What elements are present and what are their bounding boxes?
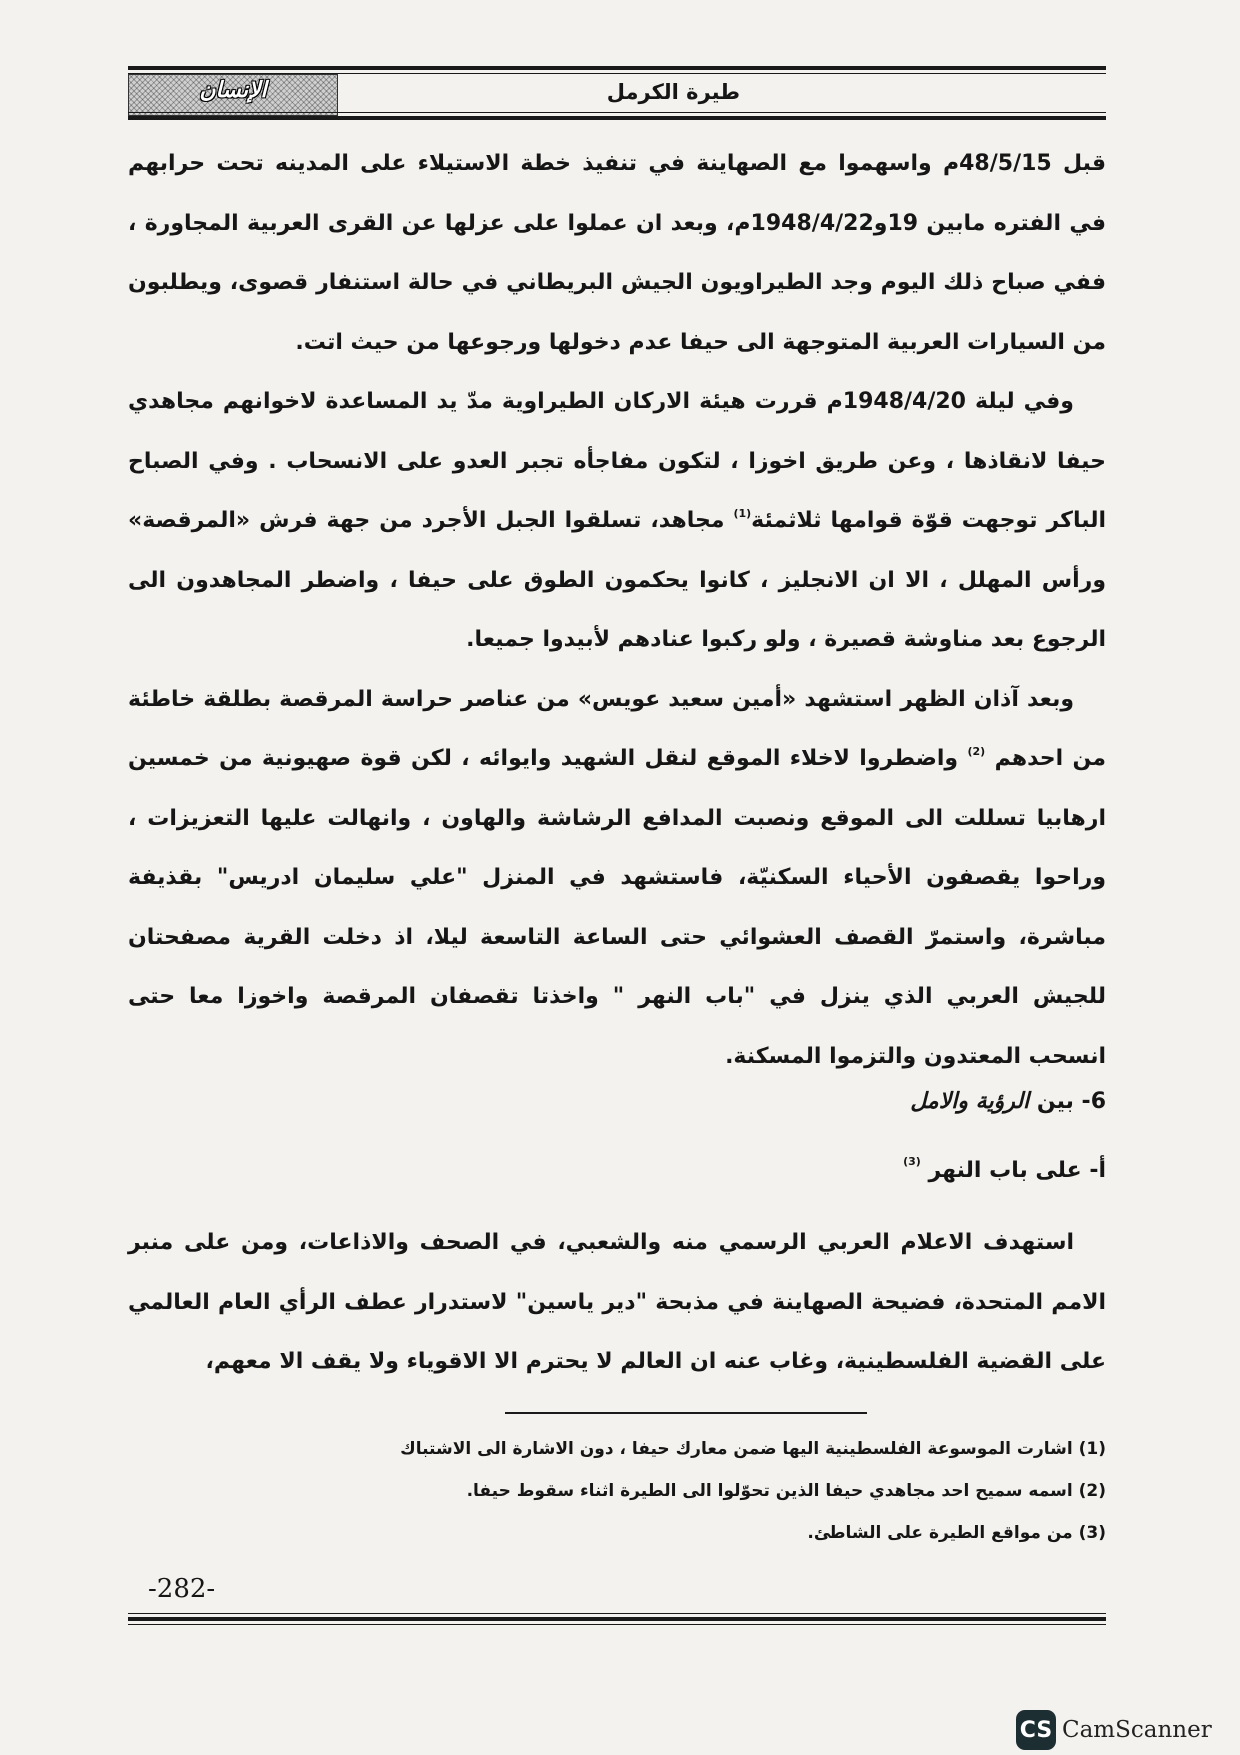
page-number: -282-: [148, 1574, 216, 1604]
section-heading-plain: بين: [1036, 1089, 1074, 1114]
footnote-1: (1) اشارت الموسوعة الفلسطينية اليها ضمن معارك حيفا ، دون الاشارة الى الاشتباك: [400, 1439, 1106, 1459]
footnote-marker-3[interactable]: (3): [903, 1155, 921, 1168]
paragraph-1: قبل 48/5/15م واسهموا مع الصهاينة في تنفيذ خطة الاستيلاء على المدينه تحت حرابهم في الفتره مابين 19و1948/4/22م، وبعد ان عملوا على عزلها عن القرى العربية المجاورة ، ففي صباح ذلك اليوم وجد الطيراويون الجيش البريطاني في حالة استنفار قصوى، ويطلبون من السيارات العربية المتوجهة الى حيفا عدم دخولها ورجوعها من حيث اتت.: [128, 151, 1107, 355]
section-label-box: [128, 74, 338, 116]
camscanner-logo-icon: CS: [1016, 1710, 1056, 1750]
subsection-heading-text: أ- على باب النهر: [928, 1158, 1106, 1183]
section-heading-number: 6-: [1081, 1089, 1106, 1114]
body-text: [128, 134, 1106, 1086]
camscanner-watermark: [1016, 1710, 1212, 1750]
subsection-heading: [903, 1155, 1106, 1183]
section-heading: [910, 1088, 1106, 1114]
footnote-3: (3) من مواقع الطيرة على الشاطئ.: [807, 1523, 1106, 1543]
footnote-marker-1[interactable]: (1): [733, 507, 752, 520]
running-title: طيرة الكرمل: [606, 80, 740, 104]
paragraph-2-part-1: وفي ليلة 1948/4/20م قررت هيئة الاركان الطيراوية مدّ يد المساعدة لاخوانهم مجاهدي حيفا لانقاذها ، وعن طريق اخوزا ، لتكون مفاجأه تجبر العدو على الانسحاب . وفي الصباح الباكر توجهت قوّة قوامها ثلاثمئة: [128, 389, 1106, 533]
footnote-2: (2) اسمه سميح احد مجاهدي حيفا الذين تحوّلوا الى الطيرة اثناء سقوط حيفا.: [466, 1481, 1106, 1501]
paragraph-3-part-1: وبعد آذان الظهر استشهد «أمين سعيد عويس» من عناصر حراسة المرقصة بطلقة خاطئة من احدهم: [128, 686, 1106, 771]
footnotes: [246, 1428, 1106, 1554]
paragraph-2-part-2: مجاهد، تسلقوا الجبل الأجرد من جهة فرش «المرقصة» ورأس المهلل ، الا ان الانجليز ، كانوا يحكمون الطوق على حيفا ، واضطر المجاهدون الى الرجوع بعد مناوشة قصيرة ، ولو ركبوا عنادهم لأبيدوا جميعا.: [128, 508, 1106, 652]
body-text-continued: [128, 1213, 1106, 1392]
section-label: الإنسان: [199, 77, 267, 103]
header-rule-bottom: [128, 112, 1106, 120]
footnote-separator: [505, 1412, 867, 1414]
footnote-marker-2[interactable]: (2): [967, 745, 986, 758]
paragraph-3: [128, 670, 1106, 1087]
paragraph-4: استهدف الاعلام العربي الرسمي منه والشعبي، في الصحف والاذاعات، ومن على منبر الامم المتحدة، فضيحة الصهاينة في مذبحة "دير ياسين" لاستدرار عطف الرأي العام العالمي على القضية الفلسطينية، وغاب عنه ان العالم لا يحترم الا الاقوياء ولا يقف الا معهم،: [128, 1230, 1106, 1374]
paragraph-3-part-2: واضطروا لاخلاء الموقع لنقل الشهيد وايوائه ، لكن قوة صهيونية من خمسين ارهابيا تسللت الى الموقع ونصبت المدافع الرشاشة والهاون ، وانهالت عليها التعزيزات ، وراحوا يقصفون الأحياء السكنيّة، فاستشهد في المنزل "علي سليمان ادريس" بقذيفة مباشرة، واستمرّ القصف العشوائي حتى الساعة التاسعة ليلا، اذ دخلت القرية مصفحتان للجيش العربي الذي ينزل في "باب النهر " واخذتا تقصفان المرقصة واخوزا معا حتى انسحب المعتدون والتزموا المسكنة.: [128, 746, 1106, 1069]
footer-rule: [128, 1613, 1106, 1628]
section-heading-italic: الرؤية والامل: [910, 1088, 1030, 1114]
camscanner-label: CamScanner: [1062, 1717, 1212, 1743]
paragraph-2: [128, 372, 1106, 670]
header-rule-top: [128, 66, 1106, 74]
